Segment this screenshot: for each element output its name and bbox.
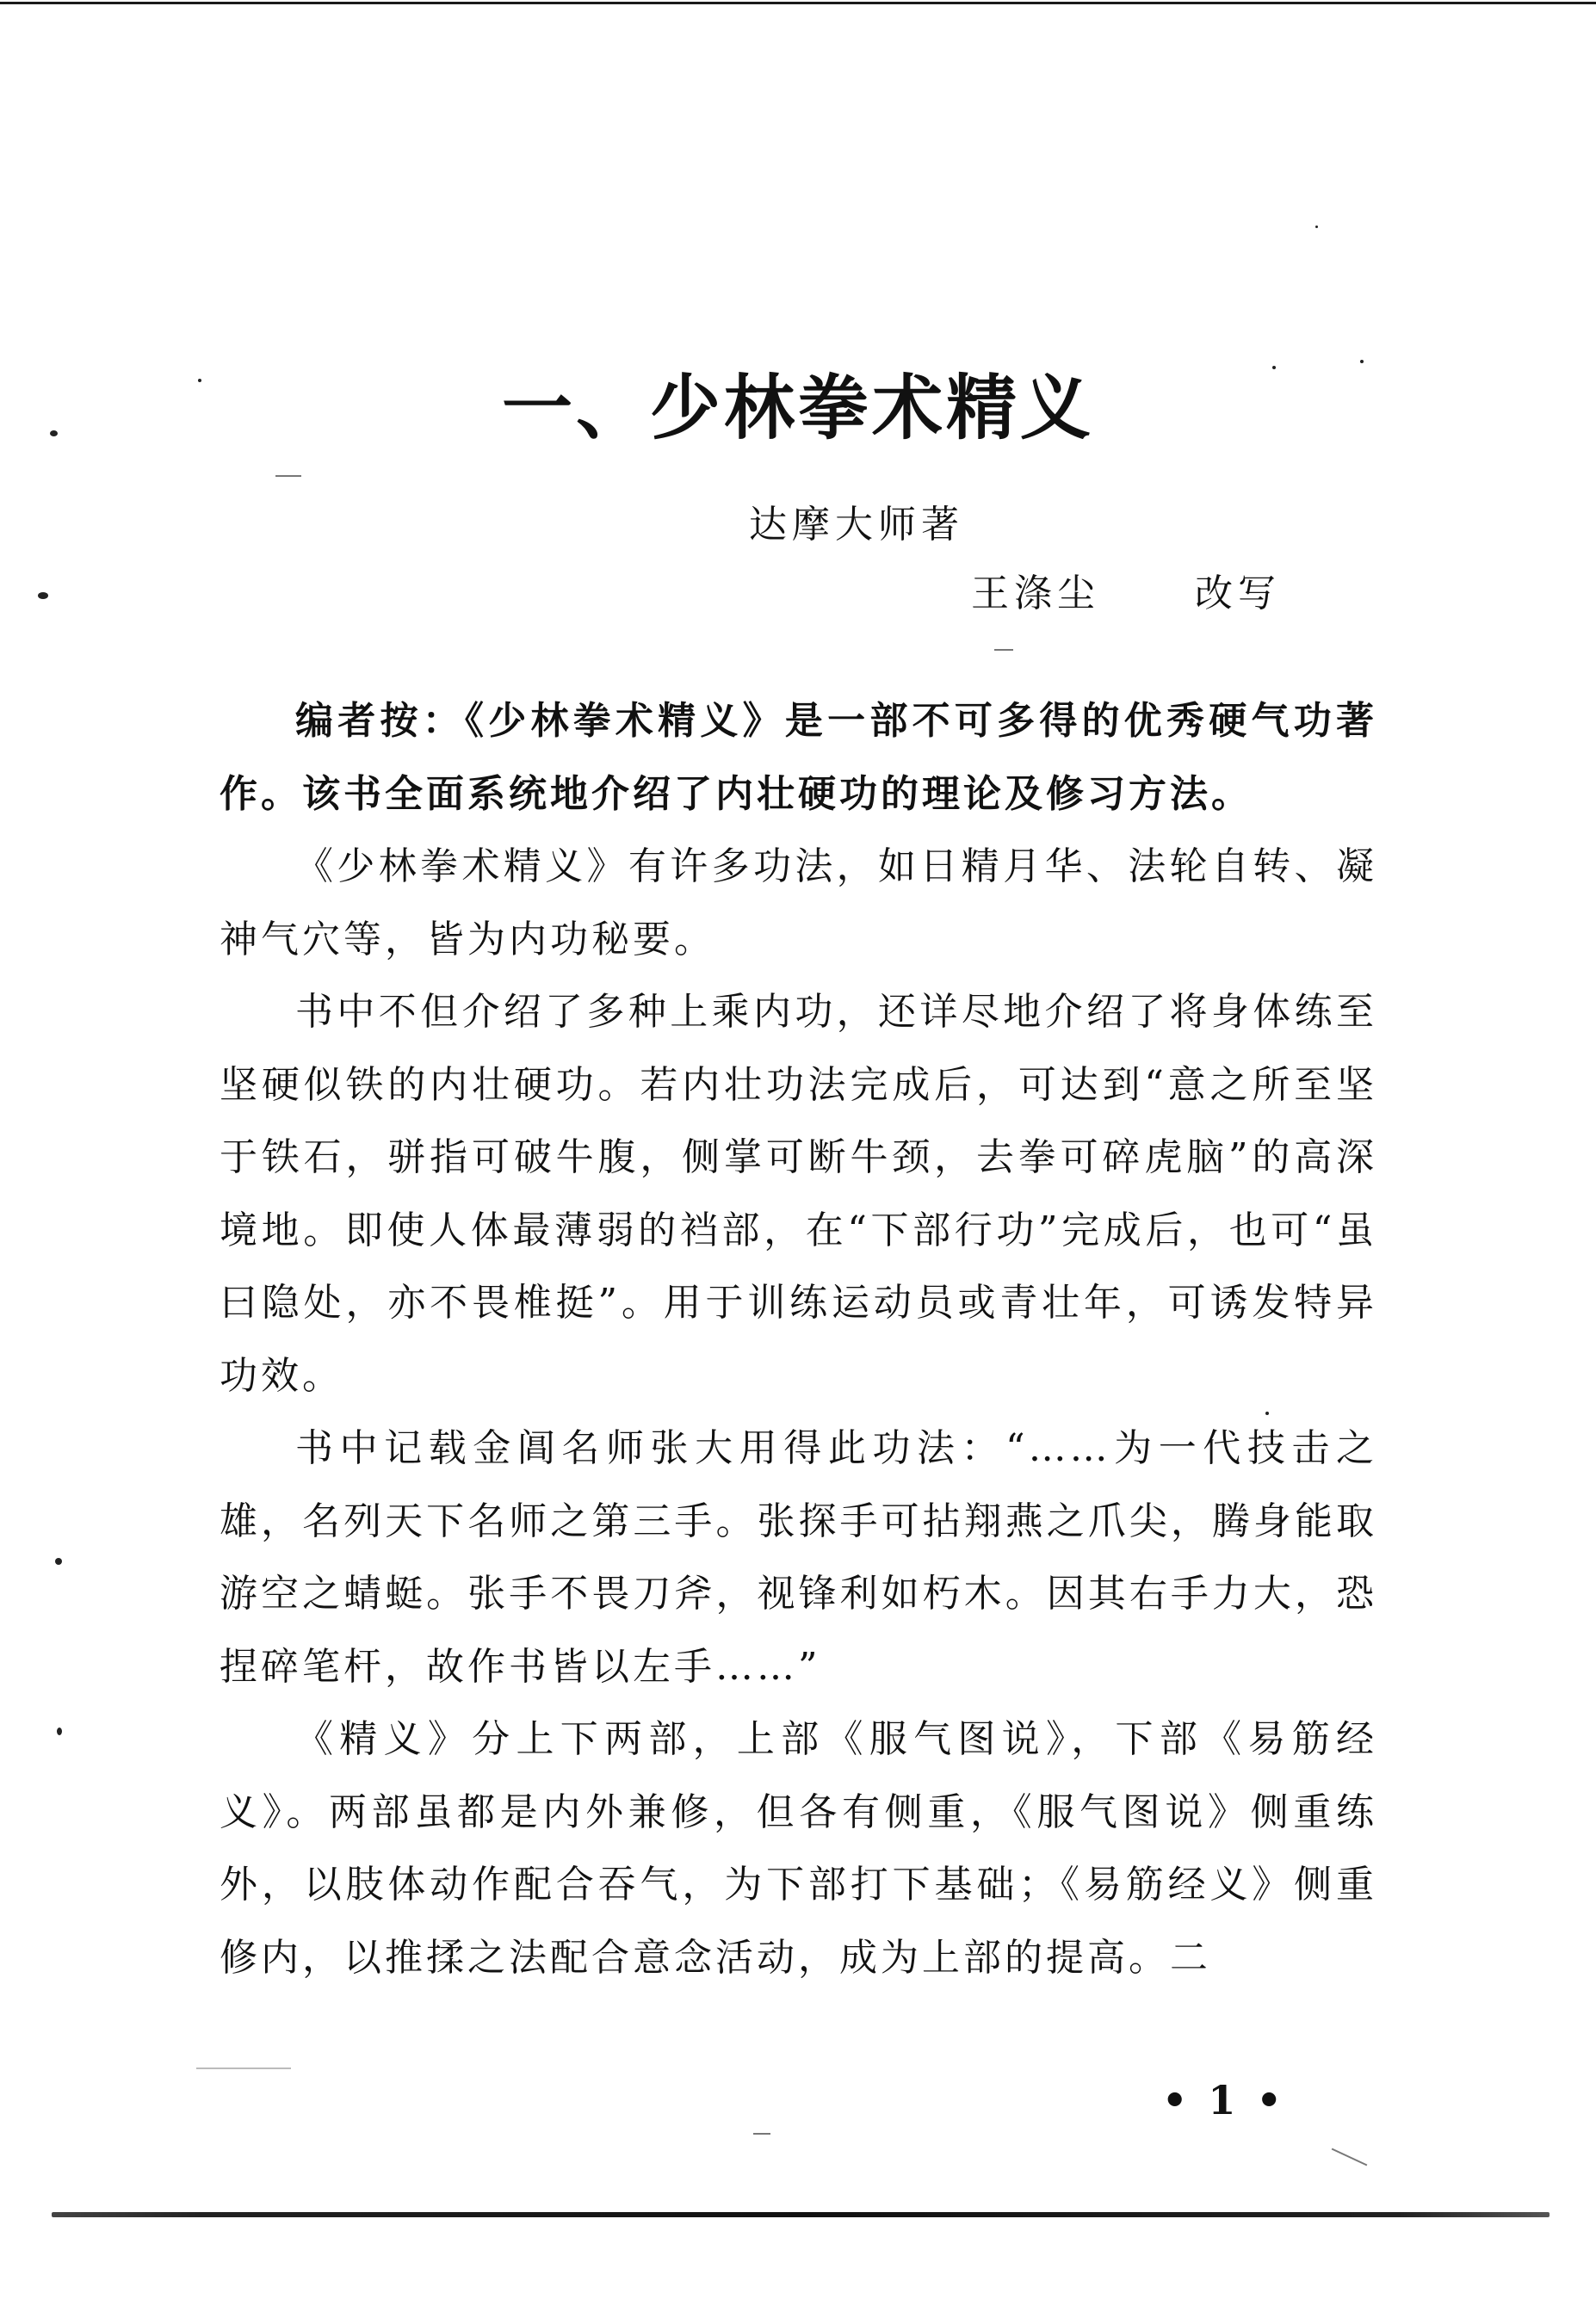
scan-mark	[275, 475, 301, 477]
editor-note-label: 编者按：	[295, 699, 465, 743]
author-line: 达摩大师著	[749, 503, 964, 547]
paragraph: 书中记载金阊名师张大用得此功法：“……为一代技击之雄，名列天下名师之第三手。张探手可拈翔燕之爪尖，腾身能取游空之蜻蜓。张手不畏刀斧，视锋利如朽木。因其右手力大，恐捏碎笔杆，故作书皆以左手……”	[220, 1426, 1377, 1689]
paragraph-text: 《少林拳术精义》是一部不可多得的优秀硬气功著作。该书全面系统地介绍了内壮硬功的理论及修习方法。	[220, 699, 1378, 816]
scan-speck	[38, 592, 48, 599]
scan-border-bottom	[52, 2212, 1550, 2217]
paragraph: 书中不但介绍了多种上乘内功，还详尽地介绍了将身体练至坚硬似铁的内壮硬功。若内壮功法完成后，可达到“意之所至坚于铁石，骈指可破牛腹，侧掌可断牛颈，去拳可碎虎脑”的高深境地。即使人体最薄弱的裆部，在“下部行功”完成后，也可“虽曰隐处，亦不畏椎挺”。用于训练运动员或青壮年，可诱发特异功效。	[220, 990, 1377, 1398]
paragraph: 《少林拳术精义》有许多功法，如日精月华、法轮自转、凝神气穴等，皆为内功秘要。	[220, 844, 1377, 961]
paragraph: 《精义》分上下两部，上部《服气图说》，下部《易筋经义》。两部虽都是内外兼修，但各有侧重，《服气图说》侧重练外，以肢体动作配合吞气，为下部打下基础；《易筋经义》侧重修内，以推揉之法配合意念活动，成为上部的提高。二	[220, 1717, 1377, 1980]
scan-mark	[1332, 2148, 1368, 2166]
adapter-role: 改写	[1195, 572, 1281, 615]
paragraph-editor-note	[220, 685, 1377, 831]
scan-mark	[994, 649, 1013, 651]
adapter-name: 王涤尘	[971, 572, 1100, 615]
scan-speck	[57, 1728, 62, 1735]
scan-speck	[55, 1558, 62, 1565]
adapter-line	[971, 568, 1281, 620]
scan-mark	[196, 2067, 291, 2069]
scan-mark	[753, 2133, 770, 2135]
scan-border-top	[0, 2, 1596, 4]
scan-speck	[1315, 226, 1318, 228]
page-number: • 1 •	[1162, 2077, 1285, 2123]
body-text	[220, 685, 1377, 1994]
page-title: 一、少林拳术精义	[501, 368, 1094, 449]
